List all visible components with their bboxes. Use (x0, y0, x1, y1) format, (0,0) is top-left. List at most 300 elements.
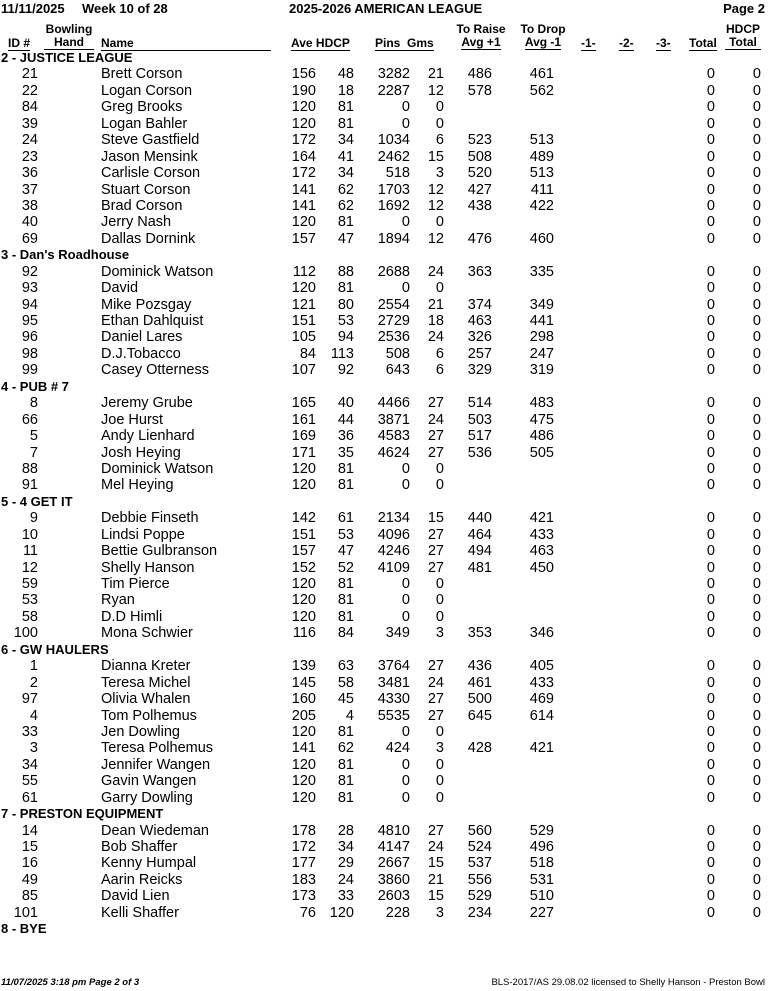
bowler-average: 142 (291, 510, 316, 527)
bowler-id: 3 (29, 740, 38, 757)
bowler-name: Logan Corson (101, 82, 193, 99)
bowler-hdcp-total: 0 (752, 214, 761, 231)
bowler-name: Jennifer Wangen (101, 756, 211, 773)
bowler-games: 3 (435, 740, 444, 757)
bowler-handicap: 88 (337, 263, 354, 280)
bowler-hdcp-total: 0 (752, 740, 761, 757)
bowler-games: 18 (427, 313, 444, 329)
bowler-total: 0 (706, 477, 715, 494)
bowler-pins: 2536 (377, 329, 410, 346)
bowler-handicap: 81 (337, 477, 354, 494)
bowler-average: 173 (291, 888, 316, 905)
col-to-raise-bottom: Avg +1 (461, 35, 501, 49)
table-row (0, 839, 768, 855)
bowler-handicap: 81 (337, 280, 354, 297)
bowler-handicap: 18 (337, 82, 354, 99)
bowler-name: Aarin Reicks (101, 871, 183, 888)
bowler-name: Stuart Corson (101, 181, 191, 198)
bowler-hdcp-total: 0 (752, 99, 761, 116)
table-row (0, 658, 768, 674)
bowler-total: 0 (706, 904, 715, 921)
bowler-name: Jeremy Grube (101, 395, 193, 412)
bowler-average: 178 (291, 822, 316, 839)
bowler-hdcp-total: 0 (752, 723, 761, 740)
bowler-average: 84 (299, 345, 316, 362)
bowler-handicap: 34 (337, 165, 354, 182)
bowler-id: 2 (29, 674, 38, 691)
bowler-id: 69 (21, 230, 38, 247)
bowler-games: 6 (435, 345, 444, 362)
bowler-hdcp-total: 0 (752, 395, 761, 412)
bowler-total: 0 (706, 510, 715, 527)
bowler-hdcp-total: 0 (752, 510, 761, 527)
bowler-id: 49 (21, 871, 38, 888)
bowler-hdcp-total: 0 (752, 411, 761, 428)
bowler-name: Dianna Kreter (101, 658, 191, 675)
bowler-pins: 2287 (377, 82, 410, 99)
bowler-pins: 424 (385, 740, 410, 757)
bowler-average: 120 (291, 789, 316, 806)
bowler-average: 171 (291, 444, 316, 461)
bowler-to-drop: 486 (529, 428, 554, 445)
bowler-average: 152 (291, 559, 316, 576)
bowler-games: 27 (427, 658, 444, 675)
bowler-games: 0 (435, 592, 444, 609)
bowler-handicap: 81 (337, 460, 354, 477)
bowler-total: 0 (706, 148, 715, 165)
bowler-to-raise: 486 (467, 66, 492, 83)
bowler-handicap: 53 (337, 313, 354, 329)
bowler-hdcp-total: 0 (752, 477, 761, 494)
bowler-name: D.J.Tobacco (101, 345, 181, 362)
bowler-handicap: 84 (337, 625, 354, 642)
bowler-handicap: 40 (337, 395, 354, 412)
bowler-to-raise: 578 (467, 82, 492, 99)
bowler-id: 33 (21, 723, 38, 740)
table-row (0, 445, 768, 461)
bowler-id: 94 (21, 296, 38, 313)
bowler-to-raise: 500 (467, 691, 492, 708)
bowler-total: 0 (706, 345, 715, 362)
col-hdcp-total-bottom: Total (725, 36, 761, 50)
bowler-games: 0 (435, 576, 444, 592)
bowler-to-drop: 349 (529, 296, 554, 313)
bowler-id: 4 (29, 707, 38, 724)
bowler-to-drop: 469 (529, 691, 554, 708)
bowler-hdcp-total: 0 (752, 855, 761, 872)
bowler-pins: 1894 (377, 230, 410, 247)
bowler-handicap: 41 (337, 148, 354, 165)
table-row (0, 773, 768, 789)
bowler-average: 161 (291, 411, 316, 428)
bowler-pins: 228 (385, 904, 410, 921)
bowler-name: D.D Himli (101, 608, 163, 625)
bowler-games: 27 (427, 707, 444, 724)
bowler-pins: 0 (401, 99, 410, 116)
bowler-handicap: 63 (337, 658, 354, 675)
bowler-hdcp-total: 0 (752, 526, 761, 543)
bowler-id: 61 (21, 789, 38, 806)
bowler-pins: 0 (401, 592, 410, 609)
bowler-id: 24 (21, 132, 38, 149)
bowler-total: 0 (706, 132, 715, 149)
bowler-hdcp-total: 0 (752, 362, 761, 379)
bowler-total: 0 (706, 839, 715, 855)
bowler-average: 141 (291, 181, 316, 198)
bowler-to-raise: 517 (467, 428, 492, 445)
bowler-id: 1 (29, 658, 38, 675)
bowler-id: 95 (21, 313, 38, 329)
team-title: 8 - BYE (1, 921, 47, 937)
bowler-total: 0 (706, 99, 715, 116)
page-number: Page 2 (723, 1, 765, 16)
table-row (0, 790, 768, 806)
bowler-handicap: 4 (345, 707, 354, 724)
bowler-to-drop: 319 (529, 362, 554, 379)
bowler-name: Jerry Nash (101, 214, 172, 231)
bowler-pins: 0 (401, 115, 410, 132)
bowler-id: 36 (21, 165, 38, 182)
bowler-pins: 0 (401, 280, 410, 297)
bowler-pins: 2603 (377, 888, 410, 905)
bowler-handicap: 62 (337, 197, 354, 214)
bowler-id: 8 (29, 395, 38, 412)
bowler-hdcp-total: 0 (752, 165, 761, 182)
bowler-average: 120 (291, 723, 316, 740)
bowler-to-raise: 363 (467, 263, 492, 280)
bowler-average: 151 (291, 526, 316, 543)
bowler-total: 0 (706, 280, 715, 297)
bowler-pins: 4466 (377, 395, 410, 412)
bowler-handicap: 48 (337, 66, 354, 83)
bowler-name: Brad Corson (101, 197, 183, 214)
col-game-2: -2- (619, 36, 634, 50)
bowler-hdcp-total: 0 (752, 296, 761, 313)
table-row (0, 675, 768, 691)
bowler-to-raise: 523 (467, 132, 492, 149)
bowler-id: 66 (21, 411, 38, 428)
col-to-raise-top: To Raise (456, 22, 506, 36)
bowler-to-drop: 460 (529, 230, 554, 247)
bowler-to-raise: 537 (467, 855, 492, 872)
col-game-1: -1- (581, 36, 596, 50)
bowler-games: 12 (427, 197, 444, 214)
bowler-games: 0 (435, 723, 444, 740)
bowler-hdcp-total: 0 (752, 592, 761, 609)
bowler-handicap: 33 (337, 888, 354, 905)
bowler-games: 21 (427, 296, 444, 313)
bowler-games: 3 (435, 904, 444, 921)
bowler-total: 0 (706, 608, 715, 625)
bowler-to-raise: 374 (467, 296, 492, 313)
table-row (0, 905, 768, 921)
bowler-to-drop: 247 (529, 345, 554, 362)
bowler-pins: 643 (385, 362, 410, 379)
bowler-handicap: 113 (330, 345, 354, 362)
bowler-hdcp-total: 0 (752, 329, 761, 346)
bowler-games: 21 (427, 871, 444, 888)
bowler-handicap: 34 (337, 839, 354, 855)
bowler-id: 101 (13, 904, 38, 921)
bowler-to-raise: 438 (467, 197, 492, 214)
bowler-total: 0 (706, 165, 715, 182)
bowler-total: 0 (706, 411, 715, 428)
bowler-total: 0 (706, 674, 715, 691)
bowler-to-drop: 421 (529, 510, 554, 527)
bowler-hdcp-total: 0 (752, 756, 761, 773)
bowler-handicap: 44 (337, 411, 354, 428)
bowler-name: Kenny Humpal (101, 855, 197, 872)
bowler-pins: 3860 (377, 871, 410, 888)
bowler-handicap: 35 (337, 444, 354, 461)
bowler-name: Tom Polhemus (101, 707, 197, 724)
bowler-hdcp-total: 0 (752, 460, 761, 477)
bowler-total: 0 (706, 773, 715, 790)
bowler-total: 0 (706, 855, 715, 872)
team-title: 6 - GW HAULERS (1, 641, 109, 657)
bowler-name: Tim Pierce (101, 576, 170, 592)
bowler-name: Mona Schwier (101, 625, 193, 642)
bowler-games: 27 (427, 428, 444, 445)
bowler-pins: 2462 (377, 148, 410, 165)
bowler-handicap: 36 (337, 428, 354, 445)
bowler-id: 96 (21, 329, 38, 346)
bowler-handicap: 47 (337, 230, 354, 247)
bowler-to-raise: 428 (467, 740, 492, 757)
bowler-to-drop: 411 (530, 181, 554, 198)
bowler-average: 120 (291, 773, 316, 790)
bowler-name: Joe Hurst (101, 411, 164, 428)
bowler-average: 120 (291, 115, 316, 132)
bowler-average: 156 (291, 66, 316, 83)
week-label: Week 10 of 28 (82, 1, 168, 16)
bowler-name: Steve Gastfield (101, 132, 200, 149)
table-row (0, 855, 768, 871)
bowler-id: 11 (22, 543, 38, 560)
bowler-hdcp-total: 0 (752, 608, 761, 625)
bowler-id: 91 (21, 477, 38, 494)
bowler-name: Mike Pozsgay (101, 296, 192, 313)
bowler-games: 0 (435, 280, 444, 297)
bowler-handicap: 58 (337, 674, 354, 691)
bowler-pins: 4624 (377, 444, 410, 461)
bowler-pins: 508 (385, 345, 410, 362)
bowler-id: 84 (21, 99, 38, 116)
bowler-total: 0 (706, 576, 715, 592)
bowler-pins: 5535 (377, 707, 410, 724)
table-row (0, 477, 768, 493)
bowler-pins: 4810 (377, 822, 410, 839)
bowler-handicap: 81 (337, 723, 354, 740)
bowler-name: Jason Mensink (101, 148, 198, 165)
bowler-hdcp-total: 0 (752, 66, 761, 83)
bowler-average: 116 (292, 625, 316, 642)
bowler-average: 120 (291, 608, 316, 625)
bowler-handicap: 45 (337, 691, 354, 708)
bowler-hdcp-total: 0 (752, 888, 761, 905)
bowler-games: 15 (427, 510, 444, 527)
bowler-pins: 0 (401, 756, 410, 773)
bowler-name: Bob Shaffer (101, 839, 178, 855)
bowler-to-raise: 529 (467, 888, 492, 905)
table-row (0, 182, 768, 198)
team-header (0, 247, 768, 263)
bowler-to-raise: 645 (467, 707, 492, 724)
bowler-to-drop: 489 (529, 148, 554, 165)
bowler-hdcp-total: 0 (752, 822, 761, 839)
bowler-average: 172 (291, 839, 316, 855)
col-bowling-hand-top: Bowling (45, 22, 93, 36)
bowler-name: Dean Wiedeman (101, 822, 209, 839)
bowler-total: 0 (706, 526, 715, 543)
bowler-games: 27 (427, 559, 444, 576)
bowler-total: 0 (706, 460, 715, 477)
bowler-to-drop: 405 (529, 658, 554, 675)
bowler-name: Brett Corson (101, 66, 183, 83)
bowler-pins: 2688 (377, 263, 410, 280)
bowler-total: 0 (706, 740, 715, 757)
bowler-total: 0 (706, 197, 715, 214)
bowler-handicap: 81 (337, 99, 354, 116)
bowler-id: 39 (21, 115, 38, 132)
bowler-name: Gavin Wangen (101, 773, 197, 790)
bowler-to-raise: 508 (467, 148, 492, 165)
bowler-handicap: 29 (337, 855, 354, 872)
bowler-name: Daniel Lares (101, 329, 183, 346)
bowler-pins: 2667 (377, 855, 410, 872)
bowler-to-raise: 560 (467, 822, 492, 839)
bowler-average: 164 (291, 148, 316, 165)
bowler-to-raise: 503 (467, 411, 492, 428)
bowler-pins: 0 (401, 789, 410, 806)
bowler-games: 15 (427, 148, 444, 165)
bowler-id: 98 (21, 345, 38, 362)
bowler-to-drop: 562 (529, 82, 554, 99)
bowler-id: 23 (21, 148, 38, 165)
table-row (0, 297, 768, 313)
bowler-pins: 518 (385, 165, 410, 182)
bowler-to-raise: 520 (467, 165, 492, 182)
table-row (0, 461, 768, 477)
bowler-hdcp-total: 0 (752, 148, 761, 165)
bowler-name: Dallas Dornink (101, 230, 196, 247)
bowler-games: 12 (427, 181, 444, 198)
table-row (0, 708, 768, 724)
bowler-id: 7 (29, 444, 38, 461)
bowler-average: 105 (291, 329, 316, 346)
col-to-drop-bottom: Avg -1 (524, 35, 562, 49)
bowler-handicap: 92 (337, 362, 354, 379)
bowler-games: 12 (427, 82, 444, 99)
bowler-average: 141 (291, 740, 316, 757)
bowler-hdcp-total: 0 (752, 428, 761, 445)
bowler-average: 120 (291, 99, 316, 116)
bowler-total: 0 (706, 658, 715, 675)
bowler-id: 55 (21, 773, 38, 790)
bowler-average: 183 (291, 871, 316, 888)
bowler-average: 190 (291, 82, 316, 99)
bowler-pins: 3764 (377, 658, 410, 675)
table-row (0, 264, 768, 280)
bowler-games: 27 (427, 543, 444, 560)
team-header (0, 50, 768, 66)
bowler-to-raise: 556 (467, 871, 492, 888)
bowler-id: 88 (21, 460, 38, 477)
bowler-id: 5 (29, 428, 38, 445)
bowler-to-raise: 234 (467, 904, 492, 921)
bowler-name: Olivia Whalen (101, 691, 191, 708)
table-row (0, 329, 768, 345)
bowler-name: David Lien (101, 888, 170, 905)
bowler-to-drop: 531 (529, 871, 554, 888)
table-row (0, 412, 768, 428)
bowler-hdcp-total: 0 (752, 181, 761, 198)
bowler-total: 0 (706, 230, 715, 247)
bowler-handicap: 53 (337, 526, 354, 543)
bowler-hdcp-total: 0 (752, 707, 761, 724)
table-row (0, 149, 768, 165)
bowler-to-raise: 524 (467, 839, 492, 855)
team-title: 4 - PUB # 7 (1, 378, 69, 394)
bowler-handicap: 62 (337, 181, 354, 198)
bowler-to-drop: 450 (529, 559, 554, 576)
bowler-games: 0 (435, 608, 444, 625)
bowler-average: 160 (291, 691, 316, 708)
table-row (0, 99, 768, 115)
bowler-average: 121 (291, 296, 316, 313)
bowler-games: 27 (427, 822, 444, 839)
bowler-hdcp-total: 0 (752, 559, 761, 576)
bowler-name: Garry Dowling (101, 789, 193, 806)
bowler-id: 53 (21, 592, 38, 609)
bowler-name: Teresa Polhemus (101, 740, 214, 757)
col-name: Name (101, 37, 271, 51)
bowler-id: 15 (21, 839, 38, 855)
bowler-total: 0 (706, 543, 715, 560)
bowler-to-drop: 496 (529, 839, 554, 855)
bowler-id: 85 (21, 888, 38, 905)
bowler-pins: 1692 (377, 197, 410, 214)
report-date: 11/11/2025 (1, 1, 65, 16)
bowler-to-drop: 513 (529, 165, 554, 182)
bowler-pins: 0 (401, 460, 410, 477)
table-row (0, 576, 768, 592)
bowler-total: 0 (706, 756, 715, 773)
bowler-games: 24 (427, 329, 444, 346)
bowler-handicap: 94 (337, 329, 354, 346)
bowler-pins: 4246 (377, 543, 410, 560)
bowler-hdcp-total: 0 (752, 132, 761, 149)
team-title: 5 - 4 GET IT (1, 493, 73, 509)
bowler-hdcp-total: 0 (752, 197, 761, 214)
bowler-handicap: 81 (337, 592, 354, 609)
bowler-pins: 4330 (377, 691, 410, 708)
col-total: Total (689, 36, 717, 50)
bowler-average: 141 (291, 197, 316, 214)
bowler-name: Mel Heying (101, 477, 174, 494)
bowler-to-drop: 421 (529, 740, 554, 757)
col-id: ID # (8, 36, 31, 50)
bowler-games: 3 (435, 165, 444, 182)
table-row (0, 888, 768, 904)
table-row (0, 83, 768, 99)
bowler-total: 0 (706, 362, 715, 379)
bowler-handicap: 81 (337, 576, 354, 592)
bowler-pins: 2134 (377, 510, 410, 527)
bowler-to-drop: 505 (529, 444, 554, 461)
bowler-games: 15 (427, 888, 444, 905)
bowler-name: Dominick Watson (101, 460, 214, 477)
